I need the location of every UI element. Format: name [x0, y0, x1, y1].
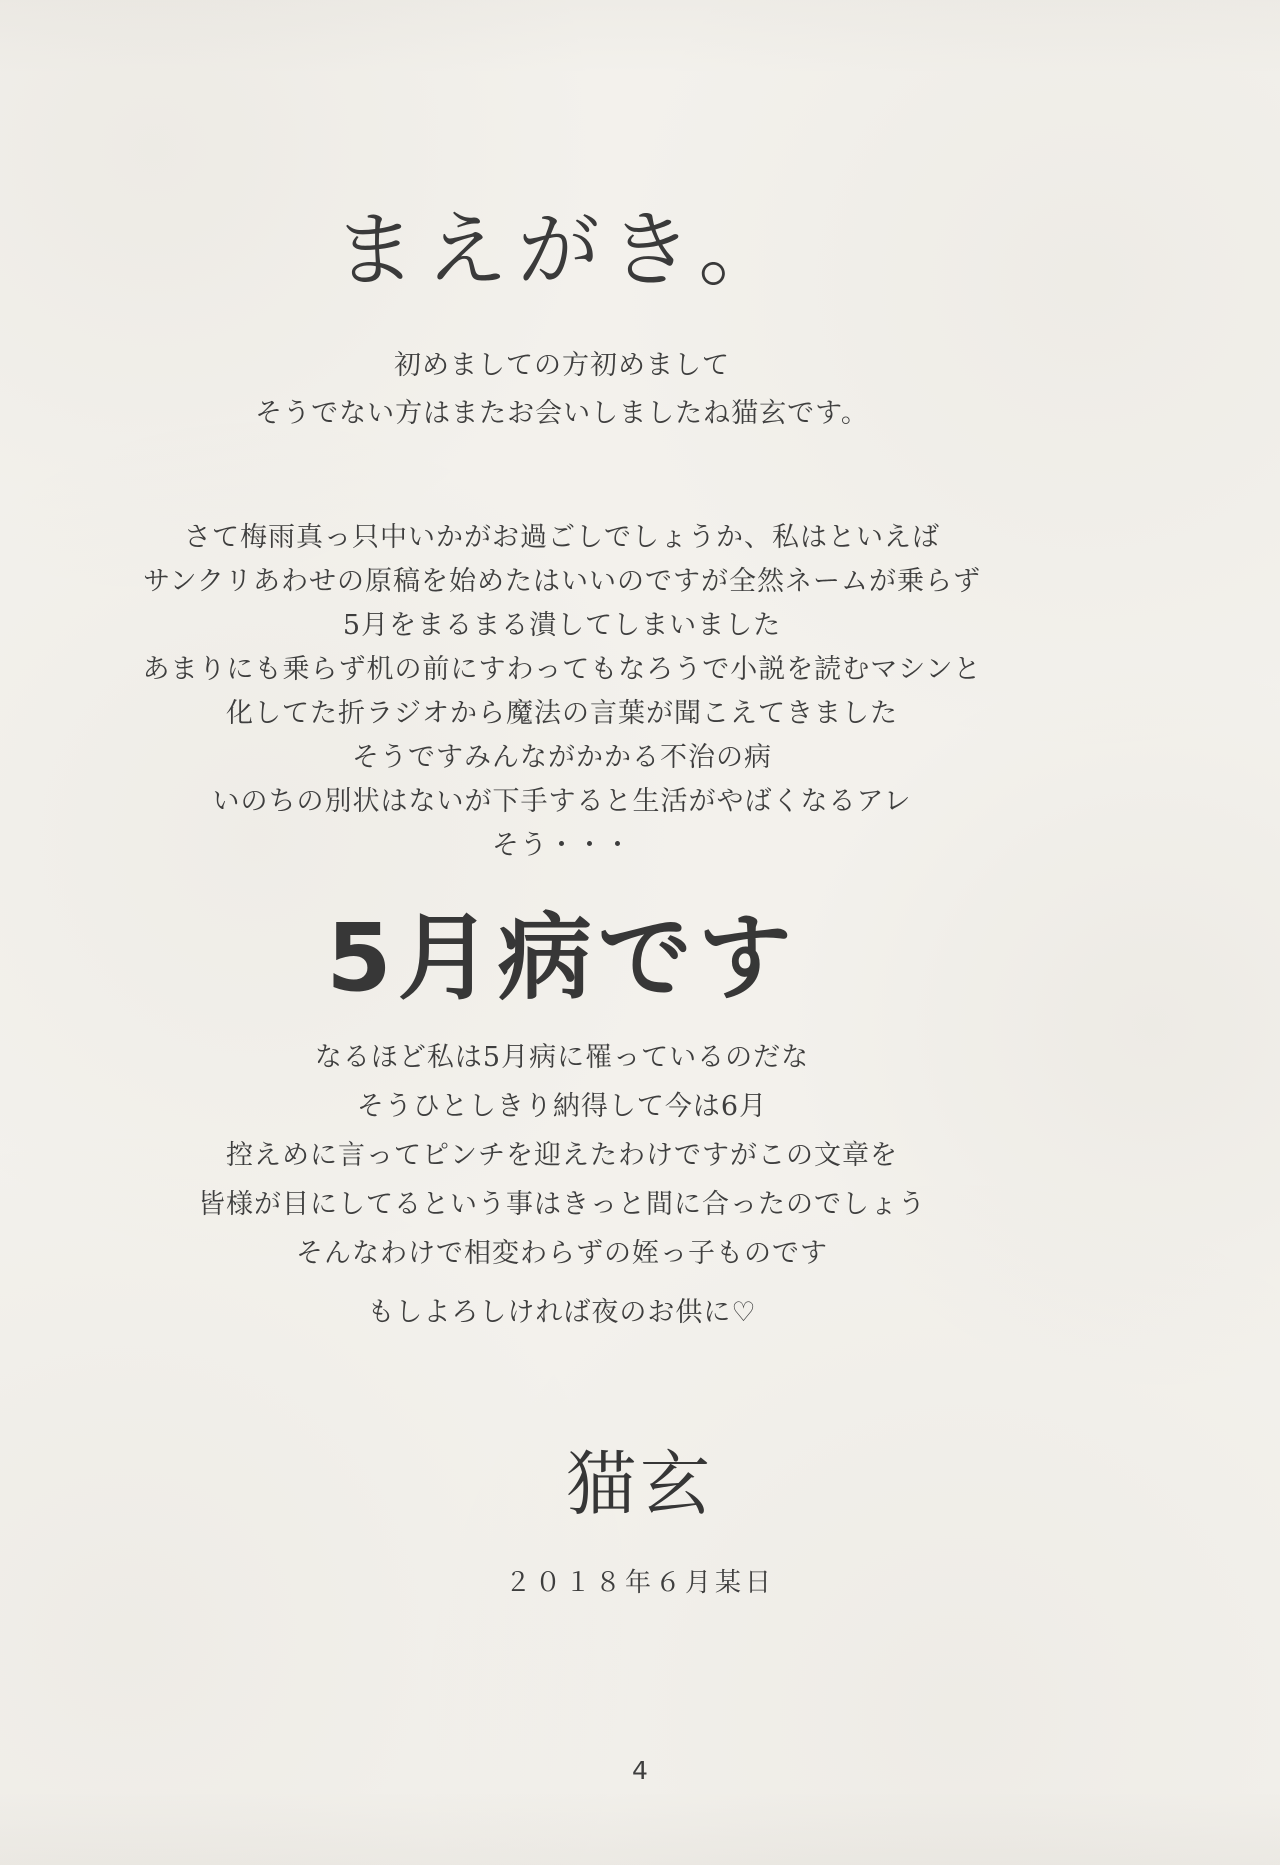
intro-line: 初めましての方初めまして [394, 350, 730, 381]
body-line: そう・・・ [492, 830, 632, 861]
closing-line: もしよろしければ夜のお供に♡ [367, 1297, 757, 1328]
intro-line: そうでない方はまたお会いしましたね猫玄です。 [255, 398, 869, 429]
emphasis-text: 5月病です [326, 904, 798, 1013]
outro-line: そうひとしきり納得して今は6月 [356, 1091, 768, 1122]
body-line: いのちの別状はないが下手すると生活がやばくなるアレ [212, 786, 912, 817]
page-number: 4 [632, 1756, 648, 1785]
outro-line: そんなわけで相変わらずの姪っ子ものです [296, 1238, 828, 1269]
outro-line: 控えめに言ってピンチを迎えたわけですがこの文章を [226, 1140, 898, 1171]
body-line: サンクリあわせの原稿を始めたはいいのですが全然ネームが乗らず [142, 566, 982, 597]
body-paragraph [0, 516, 1202, 868]
author-signature: 猫玄 [566, 1443, 714, 1525]
outro-line: 皆様が目にしてるという事はきっと間に合ったのでしょう [198, 1189, 926, 1220]
body-line: そうですみんながかかる不治の病 [352, 742, 772, 773]
date-line: ２０１８年６月某日 [504, 1568, 775, 1598]
intro-paragraph [0, 342, 1202, 438]
page-title: まえがき。 [333, 203, 791, 298]
outro-paragraph [0, 1033, 1202, 1278]
body-line: 化してた折ラジオから魔法の言葉が聞こえてきました [226, 698, 898, 729]
outro-line: なるほど私は5月病に罹っているのだな [314, 1042, 810, 1073]
body-line: あまりにも乗らず机の前にすわってもなろうで小説を読むマシンと [142, 654, 982, 685]
body-line: さて梅雨真っ只中いかがお過ごしでしょうか、私はといえば [184, 522, 940, 553]
body-line: 5月をまるまる潰してしまいました [342, 610, 782, 641]
